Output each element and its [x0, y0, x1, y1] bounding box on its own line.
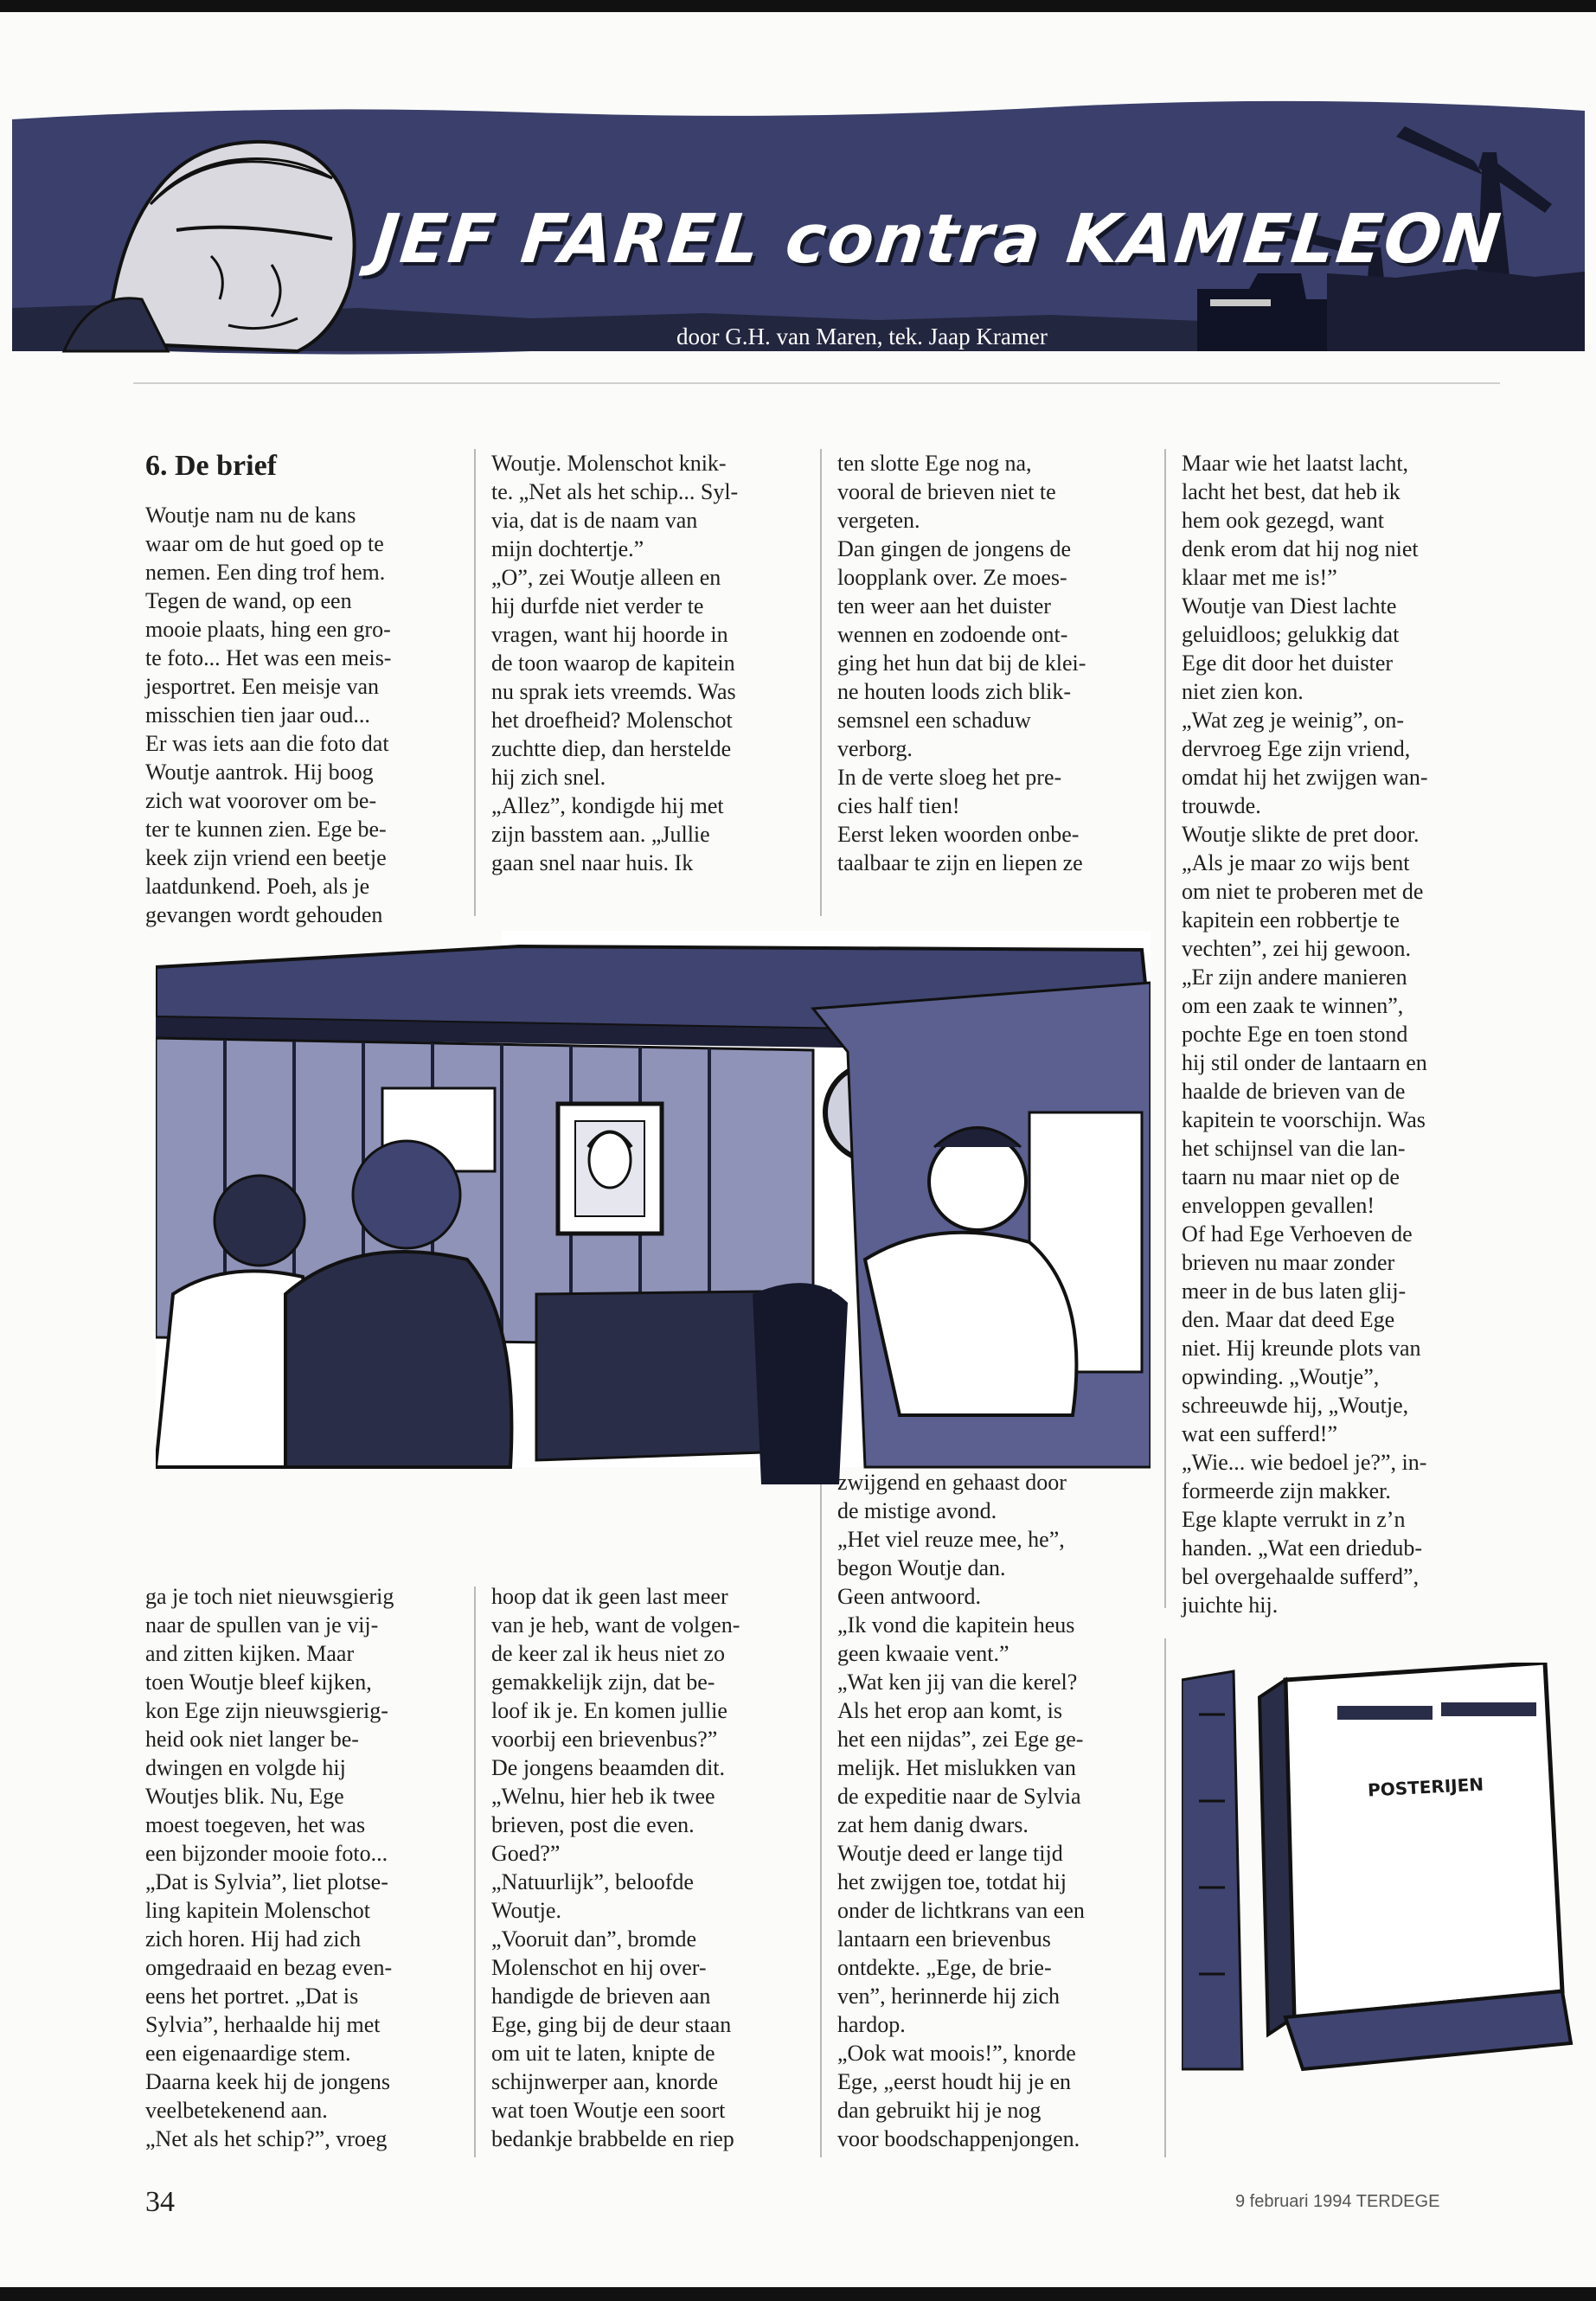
- text-line: te. „Net als het schip... Syl-: [491, 479, 739, 504]
- text-line: moest toegeven, het was: [145, 1812, 366, 1837]
- text-line: het schijnsel van die lan-: [1182, 1136, 1406, 1161]
- column-4: [1182, 449, 1427, 1619]
- text-line: loof ik je. En komen jullie: [491, 1698, 727, 1723]
- column-1-top: [145, 449, 391, 929]
- text-line: een bijzonder mooie foto...: [145, 1841, 388, 1866]
- text-line: de mistige avond.: [837, 1498, 997, 1523]
- cabin-illustration: [156, 931, 1151, 1528]
- text-line: Sylvia”, herhaalde hij met: [145, 2012, 381, 2037]
- text-line: In de verte sloeg het pre-: [837, 765, 1062, 790]
- text-line: verborg.: [837, 736, 913, 761]
- text-line: „Wie... wie bedoel je?”, in-: [1182, 1450, 1427, 1475]
- text-line: lacht het best, dat heb ik: [1182, 479, 1401, 504]
- text-line: Eerst leken woorden onbe-: [837, 822, 1080, 847]
- text-line: ne houten loods zich blik-: [837, 679, 1072, 704]
- page-number: 34: [145, 2186, 175, 2218]
- text-line: Maar wie het laatst lacht,: [1182, 451, 1409, 476]
- text-line: Woutje nam nu de kans: [145, 503, 356, 528]
- text-line: ten weer aan het duister: [837, 593, 1051, 619]
- text-line: Woutje aantrok. Hij boog: [145, 760, 374, 785]
- text-line: ten slotte Ege nog na,: [837, 451, 1032, 476]
- text-line: toen Woutje bleef kijken,: [145, 1670, 372, 1695]
- text-line: hij durfde niet verder te: [491, 593, 704, 619]
- text-line: laatdunkend. Poeh, als je: [145, 874, 370, 899]
- text-line: lantaarn een brievenbus: [837, 1926, 1051, 1952]
- text-line: vooral de brieven niet te: [837, 479, 1056, 504]
- text-line: „Net als het schip?”, vroeg: [145, 2126, 388, 2151]
- title-banner: [12, 92, 1585, 369]
- text-line: „Dat is Sylvia”, liet plotse-: [145, 1869, 388, 1894]
- text-line: and zitten kijken. Maar: [145, 1641, 355, 1666]
- text-line: Daarna keek hij de jongens: [145, 2069, 391, 2094]
- text-line: wennen en zodoende ont-: [837, 622, 1068, 647]
- text-line: hij zich snel.: [491, 765, 606, 790]
- text-line: zich horen. Hij had zich: [145, 1926, 362, 1952]
- text-line: heid ook niet langer be-: [145, 1727, 359, 1752]
- column-2-top: [491, 449, 738, 877]
- text-line: de keer zal ik heus niet zo: [491, 1641, 725, 1666]
- text-line: het zwijgen toe, totdat hij: [837, 1869, 1067, 1894]
- text-line: „O”, zei Woutje alleen en: [491, 565, 721, 590]
- text-line: vergeten.: [837, 508, 920, 533]
- text-line: Of had Ege Verhoeven de: [1182, 1221, 1413, 1247]
- text-line: Ege, ging bij de deur staan: [491, 2012, 732, 2037]
- column-3-top: [837, 449, 1086, 877]
- column-rule: [1164, 449, 1166, 1608]
- text-line: vechten”, zei hij gewoon.: [1182, 936, 1411, 961]
- text-line: gemakkelijk zijn, dat be-: [491, 1670, 715, 1695]
- text-line: gevangen wordt gehouden: [145, 902, 383, 927]
- column-rule: [474, 1586, 476, 2157]
- text-line: om uit te laten, knipte de: [491, 2041, 715, 2066]
- story-title: JEF FAREL contra KAMELEON: [369, 201, 1506, 279]
- text-line: opwinding. „Woutje”,: [1182, 1364, 1380, 1389]
- text-line: dervroeg Ege zijn vriend,: [1182, 736, 1411, 761]
- text-line: vragen, want hij hoorde in: [491, 622, 728, 647]
- text-line: „Ook wat moois!”, knorde: [837, 2041, 1076, 2066]
- text-line: Woutjes blik. Nu, Ege: [145, 1784, 344, 1809]
- text-line: Geen antwoord.: [837, 1584, 982, 1609]
- text-line: trouwde.: [1182, 793, 1261, 818]
- text-line: zuchtte diep, dan herstelde: [491, 736, 732, 761]
- text-line: misschien tien jaar oud...: [145, 702, 370, 727]
- text-line: bedankje brabbelde en riep: [491, 2126, 734, 2151]
- mailbox-illustration: [1182, 1663, 1588, 2078]
- text-line: handigde de brieven aan: [491, 1984, 711, 2009]
- text-line: ging het hun dat bij de klei-: [837, 651, 1086, 676]
- text-line: omdat hij het zwijgen wan-: [1182, 765, 1428, 790]
- text-line: „Natuurlijk”, beloofde: [491, 1869, 694, 1894]
- text-line: klaar met me is!”: [1182, 565, 1337, 590]
- text-line: voorbij een brievenbus?”: [491, 1727, 718, 1752]
- text-line: het een nijdas”, zei Ege ge-: [837, 1727, 1084, 1752]
- text-line: mijn dochtertje.”: [491, 536, 644, 561]
- text-line: Dan gingen de jongens de: [837, 536, 1072, 561]
- text-line: om niet te proberen met de: [1182, 879, 1424, 904]
- text-line: een eigenaardige stem.: [145, 2041, 351, 2066]
- text-line: „Ik vond die kapitein heus: [837, 1612, 1075, 1638]
- text-line: nemen. Een ding trof hem.: [145, 560, 386, 585]
- text-line: wat een sufferd!”: [1182, 1421, 1337, 1446]
- text-line: van je heb, want de volgen-: [491, 1612, 740, 1638]
- text-line: schijnwerper aan, knorde: [491, 2069, 719, 2094]
- text-line: waar om de hut goed op te: [145, 531, 384, 556]
- text-line: schreeuwde hij, „Woutje,: [1182, 1393, 1409, 1418]
- text-line: hardop.: [837, 2012, 906, 2037]
- text-line: geluidloos; gelukkig dat: [1182, 622, 1400, 647]
- text-line: „Als je maar zo wijs bent: [1182, 850, 1410, 875]
- text-line: de expeditie naar de Sylvia: [837, 1784, 1081, 1809]
- text-line: niet zien kon.: [1182, 679, 1304, 704]
- text-line: pochte Ege en toen stond: [1182, 1022, 1408, 1047]
- text-line: „Wat ken jij van die kerel?: [837, 1670, 1078, 1695]
- text-line: te foto... Het was een meis-: [145, 645, 392, 670]
- text-line: dan gebruikt hij je nog: [837, 2098, 1042, 2123]
- text-line: „Welnu, hier heb ik twee: [491, 1784, 715, 1809]
- text-line: niet. Hij kreunde plots van: [1182, 1336, 1421, 1361]
- text-line: omgedraaid en bezag even-: [145, 1955, 393, 1980]
- text-line: onder de lichtkrans van een: [837, 1898, 1085, 1923]
- text-line: wat toen Woutje een soort: [491, 2098, 726, 2123]
- text-line: brieven nu maar zonder: [1182, 1250, 1395, 1275]
- text-line: Woutje. Molenschot knik-: [491, 451, 727, 476]
- text-line: zwijgend en gehaast door: [837, 1470, 1067, 1495]
- text-line: hij stil onder de lantaarn en: [1182, 1050, 1427, 1075]
- text-line: om een zaak te winnen”,: [1182, 993, 1404, 1018]
- text-line: voor boodschappenjongen.: [837, 2126, 1080, 2151]
- text-line: zijn basstem aan. „Jullie: [491, 822, 710, 847]
- text-line: Tegen de wand, op een: [145, 588, 352, 613]
- text-line: zich wat voorover om be-: [145, 788, 377, 813]
- text-line: via, dat is de naam van: [491, 508, 698, 533]
- text-line: begon Woutje dan.: [837, 1555, 1006, 1580]
- text-line: handen. „Wat een driedub-: [1182, 1535, 1423, 1561]
- text-line: jesportret. Een meisje van: [145, 674, 380, 699]
- text-line: hem ook gezegd, want: [1182, 508, 1384, 533]
- text-line: mooie plaats, hing een gro-: [145, 617, 391, 642]
- column-2-bottom: [491, 1582, 740, 2153]
- text-line: Goed?”: [491, 1841, 561, 1866]
- text-line: enveloppen gevallen!: [1182, 1193, 1375, 1218]
- column-3-bottom: [837, 1468, 1085, 2153]
- header-rule: [133, 382, 1500, 384]
- text-line: denk erom dat hij nog niet: [1182, 536, 1419, 561]
- text-line: nu sprak iets vreemds. Was: [491, 679, 736, 704]
- text-line: „Het viel reuze mee, he”,: [837, 1527, 1065, 1552]
- text-line: haalde de brieven van de: [1182, 1079, 1406, 1104]
- text-line: loopplank over. Ze moes-: [837, 565, 1067, 590]
- story-byline: door G.H. van Maren, tek. Jaap Kramer: [676, 324, 1048, 349]
- text-line: melijk. Het mislukken van: [837, 1755, 1076, 1780]
- text-line: semsnel een schaduw: [837, 708, 1031, 733]
- column-rule: [474, 449, 476, 916]
- text-line: zat hem danig dwars.: [837, 1812, 1029, 1837]
- text-line: ontdekte. „Ege, de brie-: [837, 1955, 1052, 1980]
- text-line: kapitein een robbertje te: [1182, 907, 1400, 933]
- text-line: den. Maar dat deed Ege: [1182, 1307, 1395, 1332]
- text-line: Ege, „eerst houdt hij je en: [837, 2069, 1072, 2094]
- text-line: De jongens beaamden dit.: [491, 1755, 726, 1780]
- mailbox-label: POSTERIJEN: [1367, 1773, 1484, 1801]
- text-line: ling kapitein Molenschot: [145, 1898, 370, 1923]
- text-line: ter te kunnen zien. Ege be-: [145, 817, 387, 842]
- text-line: ga je toch niet nieuwsgierig: [145, 1584, 394, 1609]
- text-line: juichte hij.: [1182, 1593, 1279, 1618]
- text-line: hoop dat ik geen last meer: [491, 1584, 728, 1609]
- text-line: kapitein te voorschijn. Was: [1182, 1107, 1426, 1132]
- text-line: „Wat zeg je weinig”, on-: [1182, 708, 1405, 733]
- column-rule: [820, 1483, 822, 2157]
- text-line: Woutje deed er lange tijd: [837, 1841, 1063, 1866]
- column-rule: [1164, 1638, 1166, 2157]
- text-line: brieven, post die even.: [491, 1812, 695, 1837]
- text-line: het droefheid? Molenschot: [491, 708, 733, 733]
- text-line: gaan snel naar huis. Ik: [491, 850, 694, 875]
- text-line: cies half tien!: [837, 793, 960, 818]
- text-line: de toon waarop de kapitein: [491, 651, 735, 676]
- text-line: Molenschot en hij over-: [491, 1955, 707, 1980]
- text-line: Er was iets aan die foto dat: [145, 731, 389, 756]
- text-line: „Er zijn andere manieren: [1182, 965, 1407, 990]
- text-line: „Allez”, kondigde hij met: [491, 793, 724, 818]
- text-line: Ege klapte verrukt in z’n: [1182, 1507, 1406, 1532]
- text-line: Als het erop aan komt, is: [837, 1698, 1062, 1723]
- text-line: dwingen en volgde hij: [145, 1755, 346, 1780]
- text-line: ven”, herinnerde hij zich: [837, 1984, 1060, 2009]
- column-1-bottom: [145, 1582, 394, 2153]
- text-line: veelbetekenend aan.: [145, 2098, 328, 2123]
- text-line: kon Ege zijn nieuwsgierig-: [145, 1698, 388, 1723]
- text-line: Woutje.: [491, 1898, 561, 1923]
- text-line: meer in de bus laten glij-: [1182, 1279, 1407, 1304]
- text-line: Ege dit door het duister: [1182, 651, 1394, 676]
- text-line: geen kwaaie vent.”: [837, 1641, 1010, 1666]
- text-line: bel overgehaalde sufferd”,: [1182, 1564, 1420, 1589]
- text-line: taalbaar te zijn en liepen ze: [837, 850, 1083, 875]
- text-line: naar de spullen van je vij-: [145, 1612, 379, 1638]
- text-line: taarn nu maar niet op de: [1182, 1164, 1400, 1189]
- text-line: formeerde zijn makker.: [1182, 1478, 1391, 1503]
- text-line: Woutje van Diest lachte: [1182, 593, 1397, 619]
- text-line: „Vooruit dan”, bromde: [491, 1926, 697, 1952]
- column-rule: [820, 449, 822, 916]
- chapter-heading: 6. De brief: [145, 450, 278, 482]
- text-line: eens het portret. „Dat is: [145, 1984, 359, 2009]
- text-line: keek zijn vriend een beetje: [145, 845, 387, 870]
- text-line: Woutje slikte de pret door.: [1182, 822, 1420, 847]
- issue-footer: 9 februari 1994 TERDEGE: [1235, 2192, 1440, 2211]
